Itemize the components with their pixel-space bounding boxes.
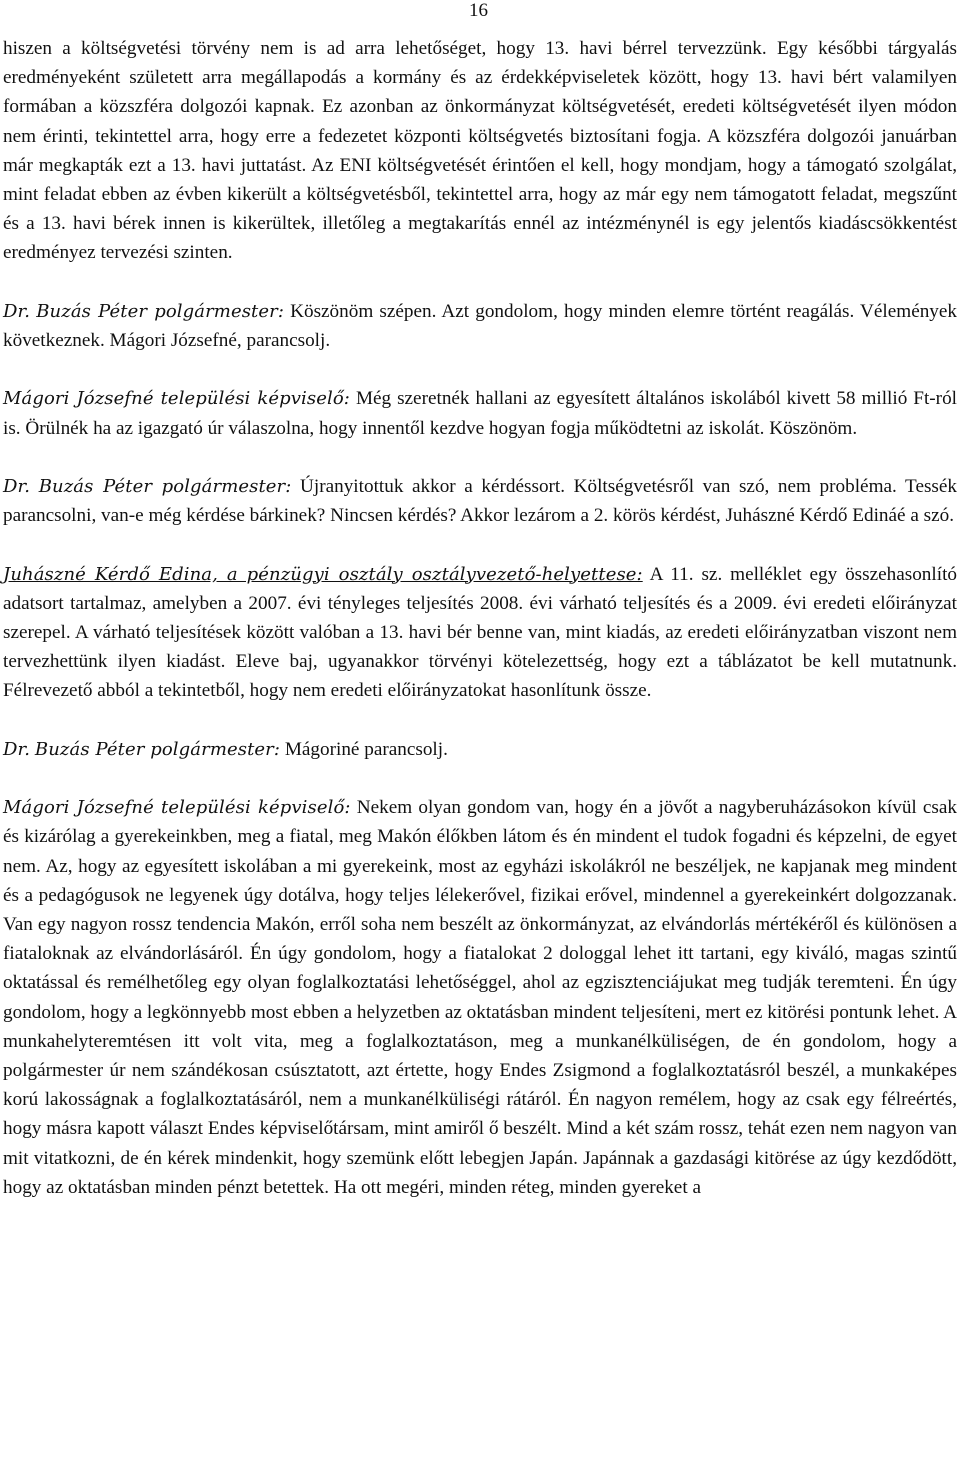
speaker-title: Dr. — [3, 738, 31, 760]
speaker-title: Dr. — [3, 476, 31, 497]
page-number: 16 — [469, 0, 488, 21]
speaker-name: Buzás Péter polgármester: — [36, 300, 284, 322]
speaker-name: Juhászné Kérdő Edina, a pénzügyi osztály osztályvezető-helyettese: — [3, 563, 643, 585]
speaker-name: Buzás Péter polgármester: — [38, 476, 292, 497]
speaker-name: Mágori Józsefné települési képviselő: — [3, 797, 351, 819]
paragraph-mayor-reopen — [3, 472, 957, 530]
paragraph-text: A 11. sz. melléklet egy összehasonlító adatsort tartalmaz, amelyben a 2007. évi tényleges teljesítés 2008. évi várható teljesítés és a 2009. évi eredeti előirányzat szerepel. A várható teljesítések között valóban a 13. havi bér benne van, mint kiadás, az eredeti előirányzatban viszont nem tervezhettünk ilyen kiadást. Eleve baj, ugyanakkor törvényi kötelezettség, hogy ezt a táblázatot be kell mutatnunk. Félrevezető abból a tekintetből, hogy nem eredeti előirányzatokat hasonlítunk össze. — [3, 563, 957, 702]
paragraph-text: Újranyitottuk akkor a kérdéssort. Költségvetésről van szó, nem probléma. Tessék parancsolni, van-e még kérdése bárkinek? Nincsen kérdés? Akkor lezárom a 2. körös kérdést, Juhászné Kérdő Edináé a szó. — [3, 476, 957, 527]
paragraph-juhaszne-answer — [3, 560, 957, 706]
document-body — [3, 34, 957, 1202]
paragraph-text: Köszönöm szépen. Azt gondolom, hogy minden elemre történt reagálás. Vélemények következnek. Mágori Józsefné, parancsolj. — [3, 300, 958, 352]
paragraph-mayor-response — [3, 297, 957, 355]
paragraph-text: Nekem olyan gondom van, hogy én a jövőt a nagyberuházásokon kívül csak és kizárólag a gyerekeinkben, meg a fiatal, meg Makón élőkben látom és én mindent el tudok fogadni és képzelni, de egyet nem. Az, hogy az egyesített iskolában a mi gyerekeink, most az egyházi iskolákról ne beszéljek, ne kapjanak meg mindent és a pedagógusok ne legyenek úgy dotálva, hogy teljes lélekerővel, fizikai erővel, mindennel a gyerekeinkért dolgozzanak. Van egy nagyon rossz tendencia Makón, erről soha nem beszélt az önkormányzat, az elvándorlás mértékéről és különösen a fiataloknak az elvándorlásáról. Én úgy gondolom, hogy a fiatalokat 2 dologgal lehet itt tartani, egy kiváló, magas szintű oktatással és remélhetőleg egy olyan foglalkoztatási lehetőséggel, ahol az egzisztenciájukat meg tudják teremteni. Én úgy gondolom, hogy a legkönnyebb most ebben a helyzetben az oktatásban mindent teljesíteni, mert ez kitörési pontunk lehet. A munkahelyteremtésen itt volt vita, meg a foglalkoztatáson, meg a munkanélküliségen, de én gondolom, hogy a polgármester úr nem szándékosan csúsztatott, azt értette, hogy Endes Zsigmond a foglalkoztatásról beszél, a munkaképes korú lakosságnak a foglalkoztatásáról, nem a munkanélküliségi rátáról. Én nagyon remélem, hogy az csak egy félreértés, hogy másra kapott választ Endes képviselőtársam, mint amiről ő beszélt. Mind a két szám rossz, tehát ezen nem nagyon van mit vitatkozni, de én kérek mindenkit, hogy szemünk előtt lebegjen Japán. Japánnak a gazdasági kitörése az úgy kezdődött, hogy az oktatásban minden pénzt betettek. Ha ott megéri, minden réteg, minden gyereket a — [3, 797, 958, 1198]
speaker-title: Dr. — [3, 300, 31, 322]
paragraph-mayor-handover — [3, 735, 957, 764]
paragraph-magori-question — [3, 384, 957, 442]
paragraph-text: hiszen a költségvetési törvény nem is ad arra lehetőséget, hogy 13. havi bérrel tervezzünk. Egy későbbi tárgyalás eredményeként született arra megállapodás a kormány és az érdekképviseletek között, hogy 13. havi bért valamilyen formában a közszféra dolgozói kapnak. Ez azonban az önkormányzat költségvetését, eredeti költségvetését ilyen módon nem érinti, tekintettel arra, hogy erre a fedezetet központi költségvetés biztosítani fogja. A közszféra dolgozói januárban már megkapták ezt a 13. havi juttatást. Az ENI költségvetését érintően el kell, hogy mondjam, hogy a támogató szolgálat, mint feladat ebben az évben kikerült a költségvetésből, tekintettel arra, hogy az már egy nem támogatott feladat, megszűnt és a 13. havi bérek innen is kikerültek, illetőleg a megtakarítás ennél az intézménynél is egy jelentős kiadáscsökkentést eredményez tervezési szinten. — [3, 38, 957, 264]
paragraph-budget-explanation — [3, 34, 957, 268]
paragraph-text: Még szeretnék hallani az egyesített általános iskolából kivett 58 millió Ft-ról is. Örülnék ha az igazgató úr válaszolna, hogy innentől kezdve hogyan fogja működtetni az iskolát. Köszönöm. — [3, 388, 957, 439]
paragraph-magori-speech — [3, 793, 957, 1202]
speaker-name: Buzás Péter polgármester: — [34, 738, 281, 760]
speaker-name: Mágori Józsefné települési képviselő: — [3, 388, 350, 410]
paragraph-text: Mágoriné parancsolj. — [284, 738, 448, 760]
